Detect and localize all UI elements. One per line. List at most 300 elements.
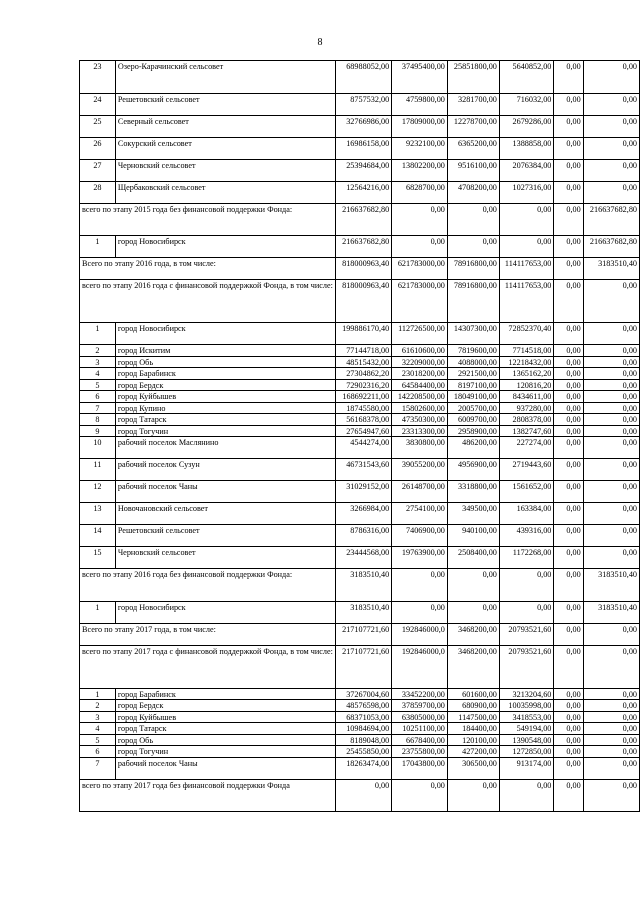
value-cell: 0,00 (554, 181, 583, 203)
municipality-name: рабочий поселок Маслянино (115, 437, 335, 459)
value-cell: 0,00 (583, 547, 639, 569)
table-row (80, 746, 640, 758)
value-cell: 9516100,00 (447, 159, 499, 181)
row-number: 3 (80, 356, 116, 368)
value-cell: 940100,00 (447, 525, 499, 547)
value-cell: 3213204,60 (499, 688, 554, 700)
value-cell: 680900,00 (447, 700, 499, 712)
table-row (80, 700, 640, 712)
row-number: 23 (80, 61, 116, 94)
value-cell: 199886170,40 (335, 323, 391, 345)
row-number: 27 (80, 159, 116, 181)
value-cell: 0,00 (554, 258, 583, 280)
value-cell: 0,00 (392, 236, 448, 258)
value-cell: 3418553,00 (499, 711, 554, 723)
value-cell: 64584400,00 (392, 379, 448, 391)
value-cell: 78916800,00 (447, 280, 499, 323)
value-cell: 1147500,00 (447, 711, 499, 723)
municipality-name: Решетовский сельсовет (115, 525, 335, 547)
municipality-name: рабочий поселок Сузун (115, 459, 335, 481)
value-cell: 0,00 (583, 181, 639, 203)
value-cell: 0,00 (554, 203, 583, 236)
row-number: 12 (80, 481, 116, 503)
value-cell: 1365162,20 (499, 368, 554, 380)
value-cell: 0,00 (554, 481, 583, 503)
municipality-name: город Новосибирск (115, 601, 335, 623)
value-cell: 10984694,00 (335, 723, 391, 735)
value-cell: 0,00 (583, 61, 639, 94)
value-cell: 0,00 (554, 345, 583, 357)
value-cell: 78916800,00 (447, 258, 499, 280)
value-cell: 486200,00 (447, 437, 499, 459)
table-row (80, 159, 640, 181)
value-cell: 216637682,80 (583, 236, 639, 258)
value-cell: 7714518,00 (499, 345, 554, 357)
value-cell: 621783000,00 (392, 280, 448, 323)
value-cell: 12278700,00 (447, 115, 499, 137)
value-cell: 2005700,00 (447, 402, 499, 414)
value-cell: 0,00 (583, 437, 639, 459)
total-row (80, 623, 640, 645)
value-cell: 33452200,00 (392, 688, 448, 700)
value-cell: 549194,00 (499, 723, 554, 735)
table-row (80, 356, 640, 368)
municipality-name: Озеро-Карачинский сельсовет (115, 61, 335, 94)
value-cell: 63805000,00 (392, 711, 448, 723)
total-row (80, 569, 640, 602)
value-cell: 0,00 (583, 391, 639, 403)
value-cell: 0,00 (583, 459, 639, 481)
value-cell: 4088000,00 (447, 356, 499, 368)
value-cell: 0,00 (554, 700, 583, 712)
value-cell: 77144718,00 (335, 345, 391, 357)
table-row (80, 601, 640, 623)
row-number: 25 (80, 115, 116, 137)
table-row (80, 711, 640, 723)
value-cell: 0,00 (554, 645, 583, 688)
value-cell: 0,00 (583, 425, 639, 437)
value-cell: 0,00 (554, 459, 583, 481)
value-cell: 2076384,00 (499, 159, 554, 181)
row-label: всего по этапу 2016 года без финансовой поддержки Фонда: (80, 569, 336, 602)
table-row (80, 459, 640, 481)
value-cell: 2958900,00 (447, 425, 499, 437)
value-cell: 61610600,00 (392, 345, 448, 357)
table-row (80, 181, 640, 203)
value-cell: 68371053,00 (335, 711, 391, 723)
value-cell: 0,00 (583, 779, 639, 812)
value-cell: 3266984,00 (335, 503, 391, 525)
value-cell: 0,00 (447, 236, 499, 258)
municipality-name: рабочий поселок Чаны (115, 757, 335, 779)
value-cell: 217107721,60 (335, 623, 391, 645)
value-cell: 120100,00 (447, 734, 499, 746)
municipality-name: Новочановский сельсовет (115, 503, 335, 525)
row-number: 4 (80, 368, 116, 380)
value-cell: 6828700,00 (392, 181, 448, 203)
value-cell: 621783000,00 (392, 258, 448, 280)
value-cell: 0,00 (583, 115, 639, 137)
value-cell: 0,00 (583, 323, 639, 345)
row-number: 11 (80, 459, 116, 481)
value-cell: 16986158,00 (335, 137, 391, 159)
value-cell: 0,00 (392, 779, 448, 812)
value-cell: 8786316,00 (335, 525, 391, 547)
row-number: 7 (80, 757, 116, 779)
value-cell: 112726500,00 (392, 323, 448, 345)
value-cell: 0,00 (583, 345, 639, 357)
row-number: 8 (80, 414, 116, 426)
value-cell: 601600,00 (447, 688, 499, 700)
row-number: 13 (80, 503, 116, 525)
municipality-name: Черновский сельсовет (115, 547, 335, 569)
value-cell: 3183510,40 (335, 601, 391, 623)
value-cell: 0,00 (554, 601, 583, 623)
funding-table (79, 60, 640, 812)
value-cell: 0,00 (583, 414, 639, 426)
value-cell: 0,00 (392, 203, 448, 236)
value-cell: 2808378,00 (499, 414, 554, 426)
table-row (80, 61, 640, 94)
value-cell: 0,00 (554, 779, 583, 812)
value-cell: 2508400,00 (447, 547, 499, 569)
value-cell: 8434611,00 (499, 391, 554, 403)
value-cell: 0,00 (554, 623, 583, 645)
value-cell: 23444568,00 (335, 547, 391, 569)
table-row (80, 503, 640, 525)
value-cell: 0,00 (554, 93, 583, 115)
table-row (80, 414, 640, 426)
table-row (80, 236, 640, 258)
value-cell: 0,00 (499, 203, 554, 236)
table-row (80, 323, 640, 345)
value-cell: 0,00 (499, 601, 554, 623)
row-number: 6 (80, 391, 116, 403)
value-cell: 0,00 (554, 115, 583, 137)
table-row (80, 481, 640, 503)
value-cell: 2921500,00 (447, 368, 499, 380)
value-cell: 0,00 (583, 734, 639, 746)
value-cell: 0,00 (554, 547, 583, 569)
value-cell: 0,00 (554, 280, 583, 323)
value-cell: 0,00 (583, 481, 639, 503)
municipality-name: Щербаковский сельсовет (115, 181, 335, 203)
value-cell: 47350300,00 (392, 414, 448, 426)
table-row (80, 379, 640, 391)
row-number: 28 (80, 181, 116, 203)
value-cell: 32209000,00 (392, 356, 448, 368)
row-number: 10 (80, 437, 116, 459)
table-row (80, 368, 640, 380)
municipality-name: город Обь (115, 356, 335, 368)
municipality-name: город Бердск (115, 700, 335, 712)
municipality-name: город Тогучин (115, 425, 335, 437)
table-row (80, 345, 640, 357)
value-cell: 168692211,00 (335, 391, 391, 403)
row-number: 1 (80, 236, 116, 258)
row-number: 1 (80, 323, 116, 345)
value-cell: 6678400,00 (392, 734, 448, 746)
value-cell: 142208500,00 (392, 391, 448, 403)
row-number: 3 (80, 711, 116, 723)
municipality-name: город Татарск (115, 414, 335, 426)
table-row (80, 437, 640, 459)
value-cell: 0,00 (554, 323, 583, 345)
value-cell: 0,00 (554, 757, 583, 779)
municipality-name: рабочий поселок Чаны (115, 481, 335, 503)
value-cell: 0,00 (392, 601, 448, 623)
municipality-name: город Купино (115, 402, 335, 414)
total-row (80, 258, 640, 280)
value-cell: 8189048,00 (335, 734, 391, 746)
value-cell: 4956900,00 (447, 459, 499, 481)
value-cell: 3183510,40 (583, 569, 639, 602)
table-row (80, 115, 640, 137)
row-number: 2 (80, 345, 116, 357)
table-row (80, 757, 640, 779)
value-cell: 0,00 (554, 746, 583, 758)
value-cell: 427200,00 (447, 746, 499, 758)
value-cell: 0,00 (392, 569, 448, 602)
value-cell: 10251100,00 (392, 723, 448, 735)
row-number: 5 (80, 379, 116, 391)
value-cell: 716032,00 (499, 93, 554, 115)
value-cell: 23313300,00 (392, 425, 448, 437)
value-cell: 20793521,60 (499, 623, 554, 645)
value-cell: 3183510,40 (335, 569, 391, 602)
value-cell: 1027316,00 (499, 181, 554, 203)
value-cell: 0,00 (499, 779, 554, 812)
value-cell: 0,00 (583, 93, 639, 115)
value-cell: 19763900,00 (392, 547, 448, 569)
value-cell: 0,00 (554, 137, 583, 159)
value-cell: 0,00 (583, 137, 639, 159)
row-label: всего по этапу 2015 года без финансовой поддержки Фонда: (80, 203, 336, 236)
row-number: 2 (80, 700, 116, 712)
value-cell: 6365200,00 (447, 137, 499, 159)
value-cell: 0,00 (554, 688, 583, 700)
value-cell: 1561652,00 (499, 481, 554, 503)
row-number: 1 (80, 601, 116, 623)
value-cell: 120816,20 (499, 379, 554, 391)
value-cell: 0,00 (583, 159, 639, 181)
table-row (80, 688, 640, 700)
value-cell: 3183510,40 (583, 601, 639, 623)
value-cell: 227274,00 (499, 437, 554, 459)
value-cell: 306500,00 (447, 757, 499, 779)
value-cell: 439316,00 (499, 525, 554, 547)
value-cell: 0,00 (554, 368, 583, 380)
value-cell: 1272850,00 (499, 746, 554, 758)
value-cell: 0,00 (554, 356, 583, 368)
value-cell: 27304862,20 (335, 368, 391, 380)
value-cell: 192846000,0 (392, 645, 448, 688)
value-cell: 3468200,00 (447, 623, 499, 645)
value-cell: 3318800,00 (447, 481, 499, 503)
municipality-name: город Куйбышев (115, 391, 335, 403)
value-cell: 12218432,00 (499, 356, 554, 368)
table-row (80, 137, 640, 159)
value-cell: 10035998,00 (499, 700, 554, 712)
value-cell: 818000963,40 (335, 258, 391, 280)
municipality-name: Черновский сельсовет (115, 159, 335, 181)
table-row (80, 93, 640, 115)
value-cell: 0,00 (499, 569, 554, 602)
value-cell: 0,00 (447, 779, 499, 812)
value-cell: 4544274,00 (335, 437, 391, 459)
value-cell: 23755800,00 (392, 746, 448, 758)
value-cell: 72902316,20 (335, 379, 391, 391)
value-cell: 937280,00 (499, 402, 554, 414)
value-cell: 3468200,00 (447, 645, 499, 688)
value-cell: 0,00 (583, 356, 639, 368)
value-cell: 0,00 (554, 414, 583, 426)
municipality-name: город Искитим (115, 345, 335, 357)
value-cell: 818000963,40 (335, 280, 391, 323)
value-cell: 7819600,00 (447, 345, 499, 357)
row-number: 7 (80, 402, 116, 414)
row-number: 26 (80, 137, 116, 159)
value-cell: 0,00 (583, 503, 639, 525)
municipality-name: Северный сельсовет (115, 115, 335, 137)
value-cell: 0,00 (554, 379, 583, 391)
value-cell: 39055200,00 (392, 459, 448, 481)
value-cell: 0,00 (447, 569, 499, 602)
table-row (80, 425, 640, 437)
value-cell: 0,00 (554, 425, 583, 437)
value-cell: 913174,00 (499, 757, 554, 779)
row-number: 5 (80, 734, 116, 746)
value-cell: 0,00 (554, 734, 583, 746)
value-cell: 7406900,00 (392, 525, 448, 547)
value-cell: 0,00 (583, 723, 639, 735)
municipality-name: город Куйбышев (115, 711, 335, 723)
value-cell: 0,00 (554, 159, 583, 181)
row-number: 6 (80, 746, 116, 758)
value-cell: 8757532,00 (335, 93, 391, 115)
value-cell: 216637682,80 (335, 236, 391, 258)
value-cell: 0,00 (583, 688, 639, 700)
value-cell: 56168378,00 (335, 414, 391, 426)
value-cell: 46731543,60 (335, 459, 391, 481)
value-cell: 3183510,40 (583, 258, 639, 280)
value-cell: 9232100,00 (392, 137, 448, 159)
municipality-name: город Барабинск (115, 688, 335, 700)
table-row (80, 547, 640, 569)
municipality-name: город Татарск (115, 723, 335, 735)
value-cell: 4708200,00 (447, 181, 499, 203)
municipality-name: Решетовский сельсовет (115, 93, 335, 115)
value-cell: 0,00 (335, 779, 391, 812)
value-cell: 20793521,60 (499, 645, 554, 688)
value-cell: 13802200,00 (392, 159, 448, 181)
value-cell: 216637682,80 (583, 203, 639, 236)
value-cell: 8197100,00 (447, 379, 499, 391)
value-cell: 3281700,00 (447, 93, 499, 115)
value-cell: 6009700,00 (447, 414, 499, 426)
municipality-name: город Барабинск (115, 368, 335, 380)
row-number: 9 (80, 425, 116, 437)
value-cell: 2679286,00 (499, 115, 554, 137)
row-number: 24 (80, 93, 116, 115)
value-cell: 0,00 (583, 368, 639, 380)
value-cell: 0,00 (554, 711, 583, 723)
value-cell: 0,00 (554, 503, 583, 525)
value-cell: 1390548,00 (499, 734, 554, 746)
row-number: 15 (80, 547, 116, 569)
total-row (80, 779, 640, 812)
total-row (80, 203, 640, 236)
value-cell: 32766986,00 (335, 115, 391, 137)
value-cell: 0,00 (447, 203, 499, 236)
row-number: 4 (80, 723, 116, 735)
value-cell: 0,00 (583, 623, 639, 645)
value-cell: 25394684,00 (335, 159, 391, 181)
value-cell: 1382747,60 (499, 425, 554, 437)
value-cell: 184400,00 (447, 723, 499, 735)
value-cell: 0,00 (554, 723, 583, 735)
value-cell: 23018200,00 (392, 368, 448, 380)
value-cell: 12564216,00 (335, 181, 391, 203)
value-cell: 0,00 (499, 236, 554, 258)
table-row (80, 391, 640, 403)
row-label: всего по этапу 2017 года с финансовой поддержкой Фонда, в том числе: (80, 645, 336, 688)
municipality-name: город Бердск (115, 379, 335, 391)
value-cell: 31029152,00 (335, 481, 391, 503)
value-cell: 37495400,00 (392, 61, 448, 94)
table-row (80, 402, 640, 414)
row-label: Всего по этапу 2016 года, в том числе: (80, 258, 336, 280)
value-cell: 15802600,00 (392, 402, 448, 414)
value-cell: 114117653,00 (499, 258, 554, 280)
value-cell: 18049100,00 (447, 391, 499, 403)
row-number: 14 (80, 525, 116, 547)
value-cell: 37859700,00 (392, 700, 448, 712)
value-cell: 68988052,00 (335, 61, 391, 94)
row-label: всего по этапу 2016 года с финансовой поддержкой Фонда, в том числе: (80, 280, 336, 323)
municipality-name: Сокурский сельсовет (115, 137, 335, 159)
row-label: Всего по этапу 2017 года, в том числе: (80, 623, 336, 645)
value-cell: 0,00 (447, 601, 499, 623)
value-cell: 0,00 (554, 437, 583, 459)
value-cell: 192846000,0 (392, 623, 448, 645)
value-cell: 0,00 (583, 379, 639, 391)
municipality-name: город Тогучин (115, 746, 335, 758)
table-row (80, 734, 640, 746)
value-cell: 0,00 (554, 61, 583, 94)
value-cell: 0,00 (583, 711, 639, 723)
value-cell: 216637682,80 (335, 203, 391, 236)
value-cell: 14307300,00 (447, 323, 499, 345)
value-cell: 27654947,60 (335, 425, 391, 437)
value-cell: 25851800,00 (447, 61, 499, 94)
value-cell: 0,00 (554, 236, 583, 258)
value-cell: 0,00 (554, 569, 583, 602)
value-cell: 17809000,00 (392, 115, 448, 137)
value-cell: 0,00 (554, 525, 583, 547)
value-cell: 37267004,60 (335, 688, 391, 700)
value-cell: 1172268,00 (499, 547, 554, 569)
total-row (80, 280, 640, 323)
table-row (80, 723, 640, 735)
municipality-name: город Новосибирск (115, 323, 335, 345)
value-cell: 0,00 (554, 391, 583, 403)
table-row (80, 525, 640, 547)
value-cell: 0,00 (583, 280, 639, 323)
municipality-name: город Обь (115, 734, 335, 746)
value-cell: 114117653,00 (499, 280, 554, 323)
value-cell: 2719443,60 (499, 459, 554, 481)
